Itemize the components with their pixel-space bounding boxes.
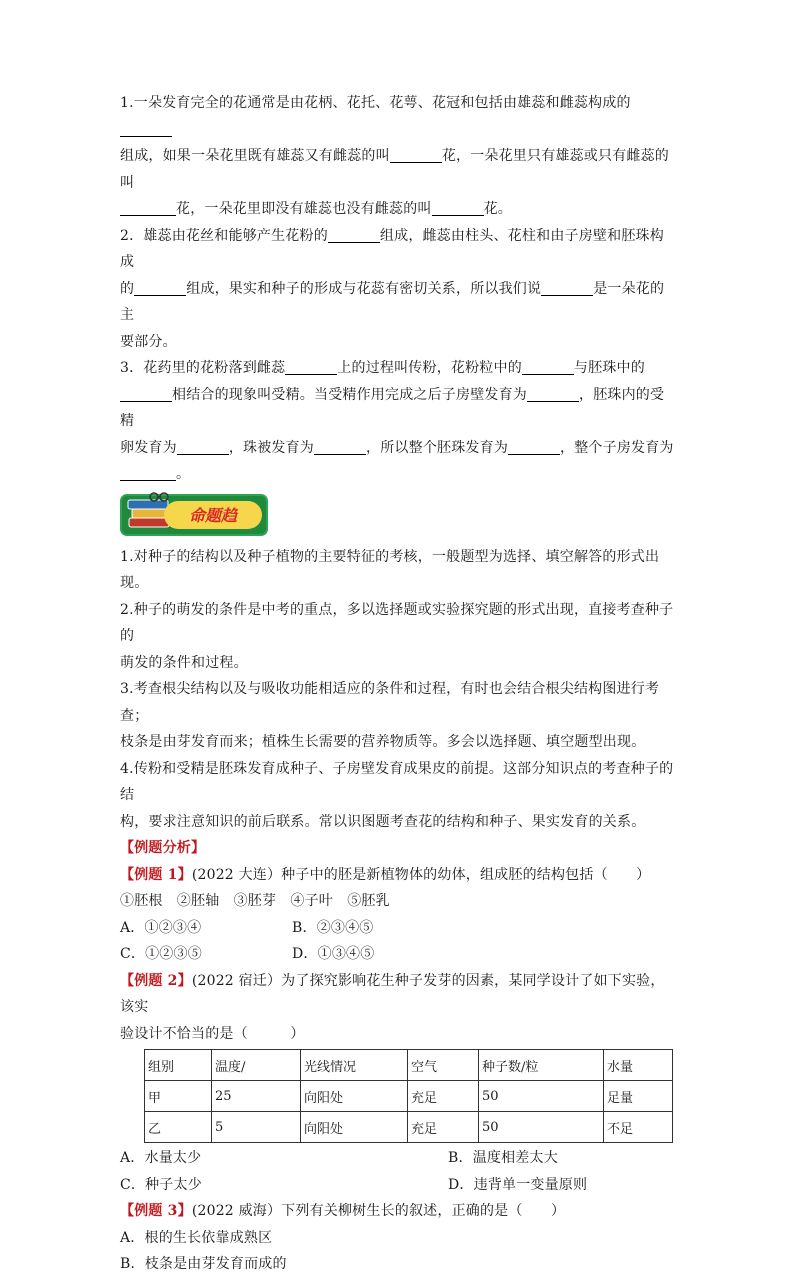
answer-blank bbox=[541, 279, 593, 296]
option-b: B．温度相差太大 bbox=[448, 1150, 558, 1166]
table-cell: 甲 bbox=[145, 1081, 212, 1112]
text: 上的过程叫传粉，花粉粒中的 bbox=[337, 360, 522, 376]
table-cell: 充足 bbox=[408, 1112, 479, 1143]
table-header-cell: 种子数/粒 bbox=[479, 1050, 604, 1081]
option-a: A．根的生长依靠成熟区 bbox=[120, 1229, 273, 1246]
text: ，所以整个胚珠发育为 bbox=[366, 439, 509, 456]
text: 2．雄蕊由花丝和能够产生花粉的 bbox=[120, 227, 328, 244]
table-cell: 足量 bbox=[604, 1081, 673, 1112]
example-1 bbox=[120, 862, 675, 968]
trend-item-3 bbox=[120, 676, 675, 756]
fill-question-1 bbox=[120, 90, 675, 223]
answer-blank bbox=[314, 438, 366, 455]
text: 是一朵花的主 bbox=[120, 280, 665, 323]
option-d: D．①③④⑤ bbox=[292, 946, 375, 962]
table-row bbox=[145, 1112, 673, 1143]
table-cell: 向阳处 bbox=[301, 1081, 408, 1112]
answer-blank bbox=[134, 279, 186, 296]
text: 3．花药里的花粉落到雌蕊 bbox=[120, 360, 286, 376]
text: 要部分。 bbox=[120, 333, 177, 350]
text: 的 bbox=[120, 280, 135, 297]
answer-blank bbox=[508, 438, 560, 455]
table-cell: 50 bbox=[479, 1112, 604, 1143]
answer-blank bbox=[120, 385, 172, 402]
text: 花，一朵花里即没有雄蕊也没有雌蕊的叫 bbox=[176, 201, 432, 217]
answer-blank bbox=[120, 199, 176, 216]
text: 1.一朵发育完全的花通常是由花柄、花托、花萼、花冠和包括由雄蕊和雌蕊构成的 bbox=[120, 95, 631, 111]
table-header-cell: 光线情况 bbox=[301, 1050, 408, 1081]
table-cell: 25 bbox=[212, 1081, 301, 1112]
table-header-cell: 水量 bbox=[604, 1050, 673, 1081]
table-row bbox=[145, 1081, 673, 1112]
trend-item-2 bbox=[120, 597, 675, 677]
answer-blank bbox=[177, 438, 229, 455]
answer-blank bbox=[390, 146, 442, 163]
text: 花。 bbox=[483, 201, 513, 217]
text: 组成，雌蕊由柱头、花柱和由子房壁和胚珠构成 bbox=[120, 227, 664, 270]
text: 3.考查根尖结构以及与吸收功能相适应的条件和过程，有时也会结合根尖结构图进行考查； bbox=[120, 681, 660, 724]
fill-question-2 bbox=[120, 223, 675, 356]
text: 构，要求注意知识的前后联系。常以识图题考查花的结构和种子、果实发育的关系。 bbox=[120, 813, 646, 830]
experiment-table bbox=[144, 1049, 673, 1143]
option-d: D．违背单一变量原则 bbox=[448, 1176, 588, 1193]
example-stem-cont: 验设计不恰当的是（ ） bbox=[120, 1025, 305, 1042]
table-header-row bbox=[145, 1050, 673, 1081]
trend-item-4 bbox=[120, 756, 675, 836]
example-tag: 【例题 2】 bbox=[120, 972, 192, 989]
text: ，珠被发育为 bbox=[228, 439, 315, 456]
table-header-cell: 组别 bbox=[145, 1050, 212, 1081]
text: 卵发育为 bbox=[120, 439, 177, 456]
table-header-cell: 空气 bbox=[408, 1050, 479, 1081]
fill-question-3 bbox=[120, 355, 675, 488]
example-stem: (2022 大连）种子中的胚是新植物体的幼体，组成胚的结构包括（ ） bbox=[191, 866, 651, 883]
table-cell: 向阳处 bbox=[301, 1112, 408, 1143]
answer-blank bbox=[120, 120, 172, 137]
text: 枝条是由芽发育而来；植株生长需要的营养物质等。多会以选择题、填空题型出现。 bbox=[120, 734, 646, 750]
example-stem: (2022 威海）下列有关柳树生长的叙述，正确的是（ ） bbox=[191, 1203, 566, 1219]
text: ，整个子房发育为 bbox=[560, 439, 674, 456]
table-cell: 50 bbox=[479, 1081, 604, 1112]
option-c: C．①②③⑤ bbox=[120, 946, 202, 962]
option-b: B．②③④⑤ bbox=[292, 919, 374, 936]
text: 花，一朵花里只有雄蕊或只有雌蕊的叫 bbox=[120, 148, 670, 191]
text: 2.种子的萌发的条件是中考的重点，多以选择题或实验探究题的形式出现，直接考查种子的 bbox=[120, 601, 674, 644]
answer-blank bbox=[285, 358, 337, 375]
answer-blank bbox=[522, 358, 574, 375]
text: 4.传粉和受精是胚珠发育成种子、子房壁发育成果皮的前提。这部分知识点的考查种子的结 bbox=[120, 760, 674, 803]
text: 组成，果实和种子的形成与花蕊有密切关系，所以我们说 bbox=[186, 280, 542, 297]
table-header-cell: 温度/ bbox=[212, 1050, 301, 1081]
text: 组成，如果一朵花里既有雄蕊又有雌蕊的叫 bbox=[120, 148, 390, 164]
text: ，胚珠内的受精 bbox=[120, 386, 665, 429]
table-cell: 5 bbox=[212, 1112, 301, 1143]
answer-blank bbox=[527, 385, 579, 402]
answer-blank bbox=[432, 199, 484, 216]
example-stem: (2022 宿迁）为了探究影响花生种子发芽的因素，某同学设计了如下实验，该实 bbox=[120, 972, 665, 1015]
option-a: A．水量太少 bbox=[120, 1150, 202, 1166]
option-c: C．种子太少 bbox=[120, 1176, 202, 1193]
text: 萌发的条件和过程。 bbox=[120, 654, 248, 671]
trend-item-1: 1.对种子的结构以及种子植物的主要特征的考核，一般题型为选择、填空解答的形式出现。 bbox=[120, 548, 660, 591]
example-2 bbox=[120, 968, 675, 1199]
text: 相结合的现象叫受精。当受精作用完成之后子房壁发育为 bbox=[172, 386, 527, 403]
option-a: A．①②③④ bbox=[120, 919, 202, 936]
table-cell: 乙 bbox=[145, 1112, 212, 1143]
option-b: B．枝条是由芽发育而成的 bbox=[120, 1256, 287, 1272]
table-cell: 充足 bbox=[408, 1081, 479, 1112]
answer-blank bbox=[328, 226, 380, 243]
document-page bbox=[120, 90, 675, 1278]
example-tag: 【例题 3】 bbox=[120, 1203, 192, 1219]
analysis-heading: 【例题分析】 bbox=[120, 840, 206, 856]
text: 。 bbox=[176, 466, 191, 482]
badge-label: 命题趋 bbox=[164, 501, 262, 529]
example-3 bbox=[120, 1198, 675, 1278]
example-items: ①胚根 ②胚轴 ③胚芽 ④子叶 ⑤胚乳 bbox=[120, 893, 390, 909]
answer-blank bbox=[120, 464, 176, 481]
text: 与胚珠中的 bbox=[573, 360, 645, 376]
trend-section bbox=[120, 544, 675, 836]
table-cell: 不足 bbox=[604, 1112, 673, 1143]
section-badge bbox=[120, 494, 268, 536]
example-tag: 【例题 1】 bbox=[120, 866, 192, 883]
